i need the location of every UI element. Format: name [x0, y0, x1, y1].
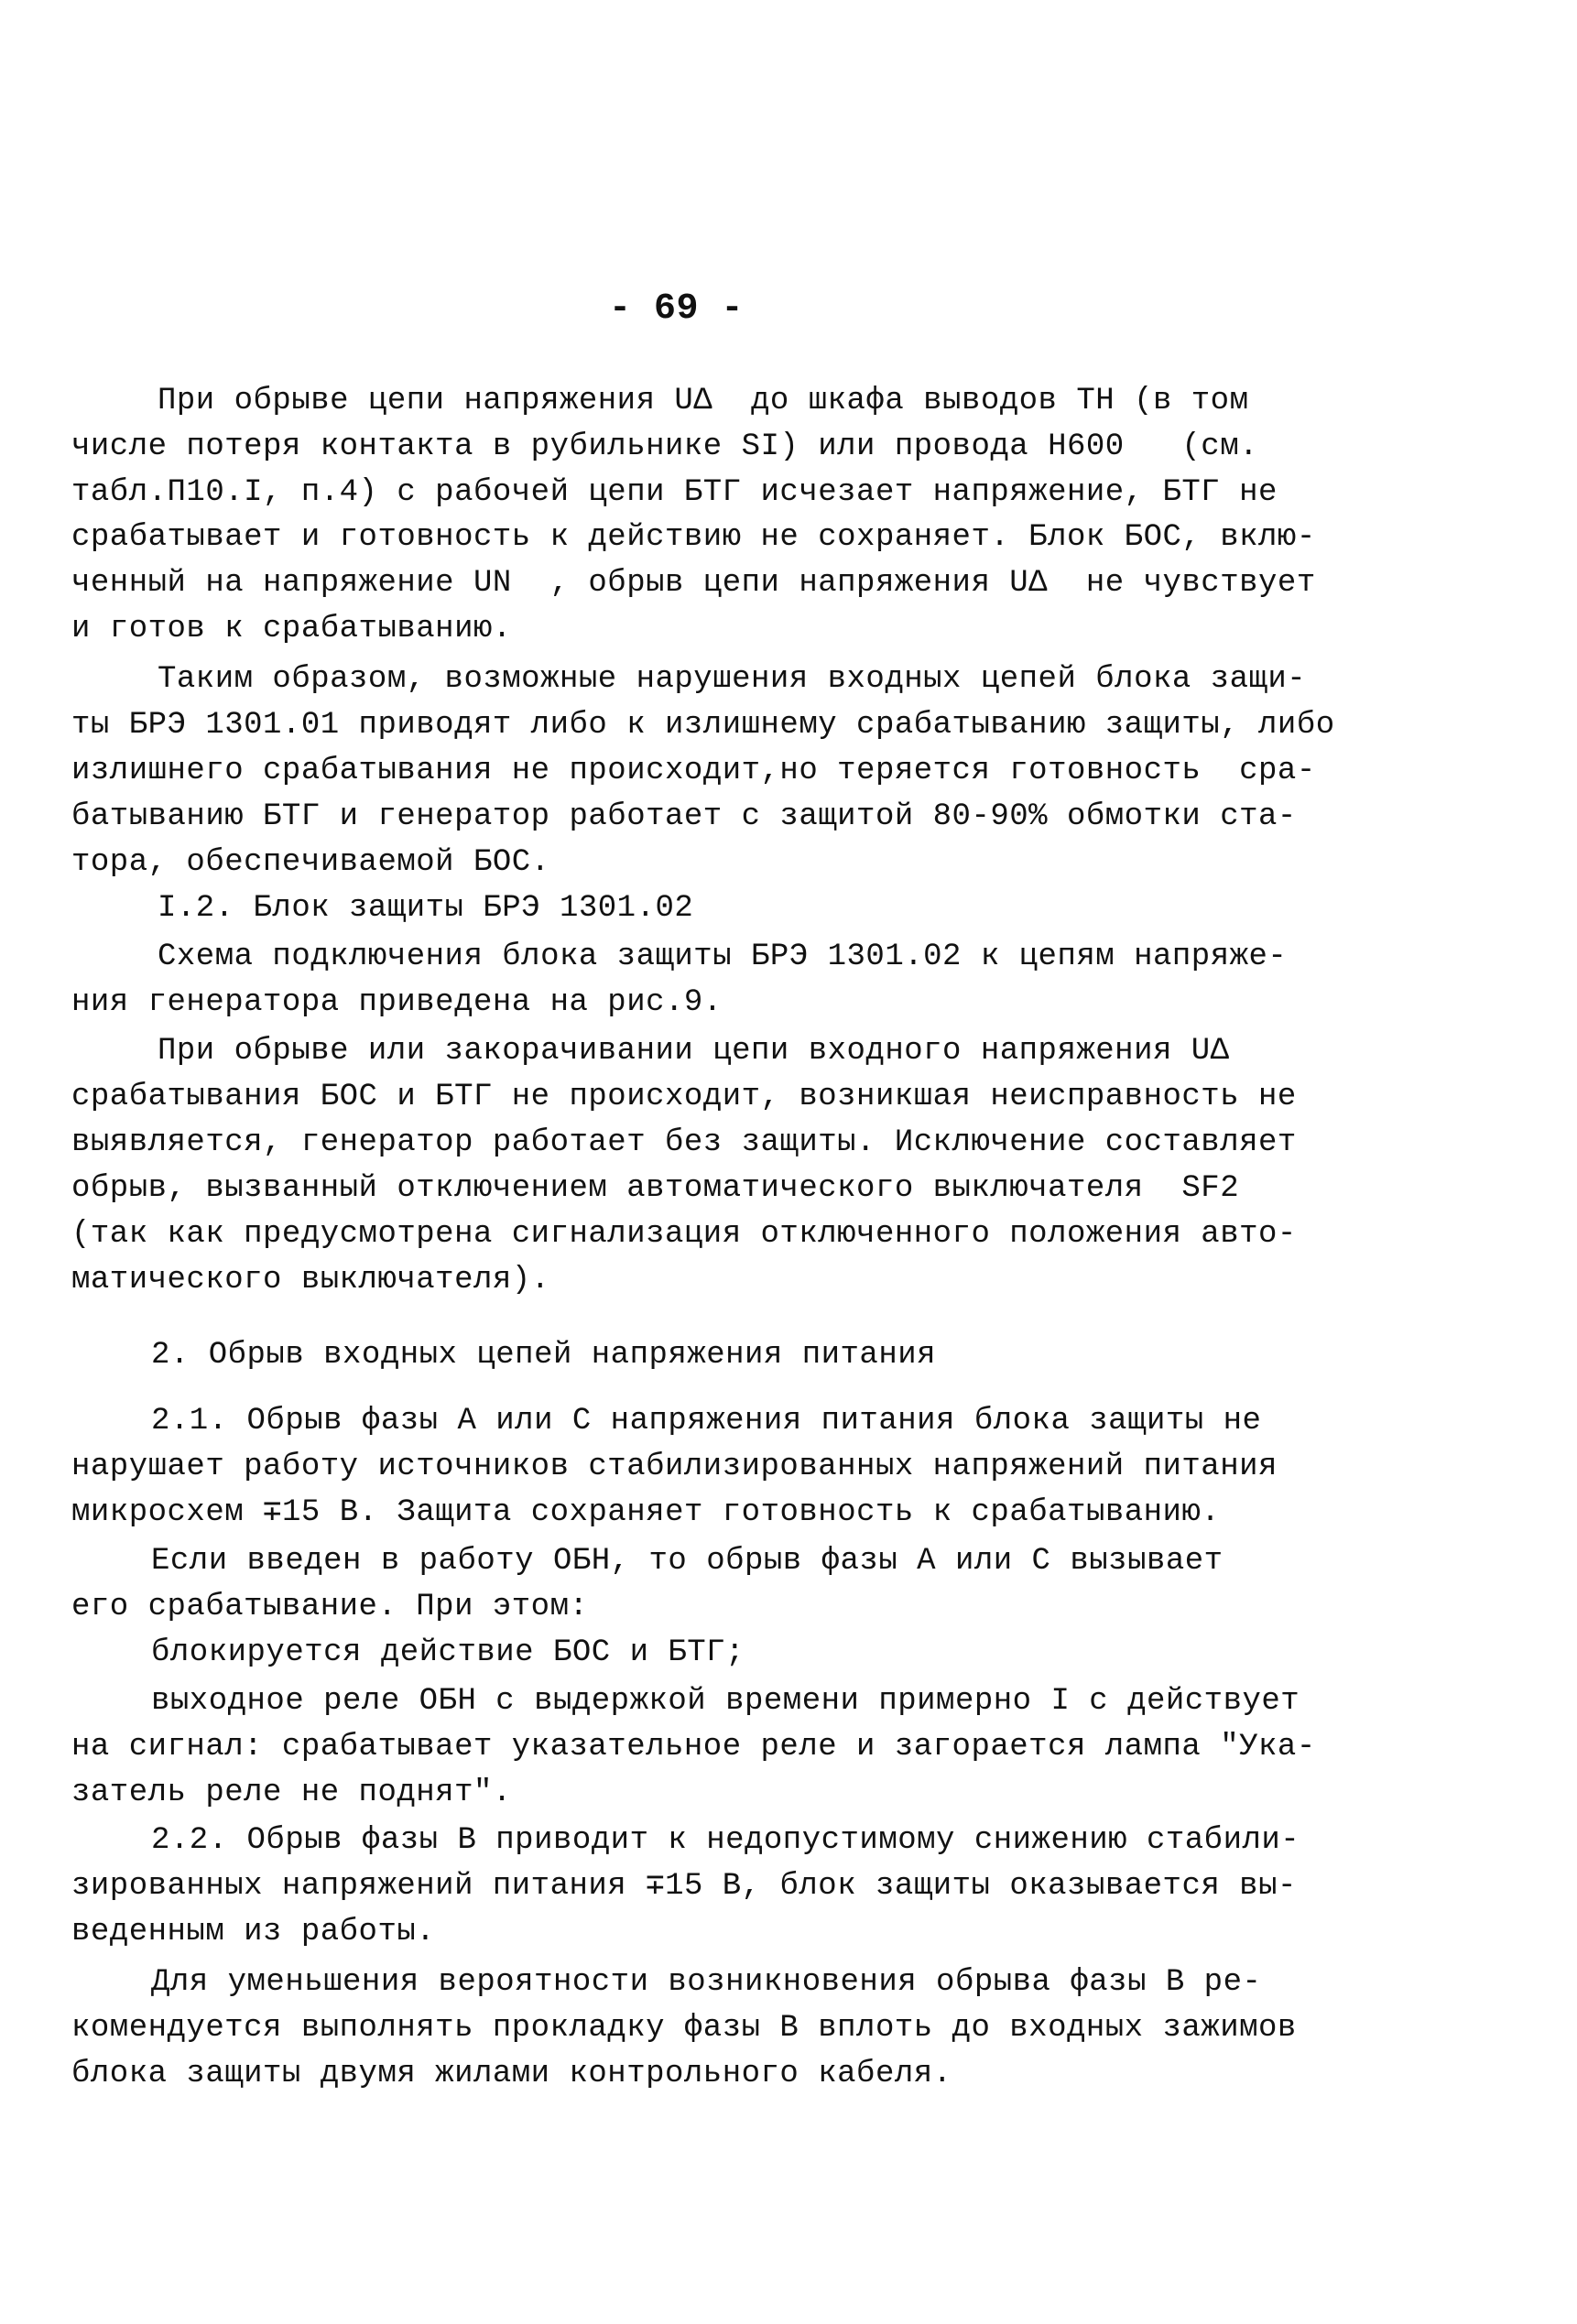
text-line: ченный на напряжение UN , обрыв цепи напряжения UΔ не чувствует: [71, 566, 1316, 601]
text-line: и готов к срабатыванию.: [71, 612, 512, 646]
text-line: При обрыве цепи напряжения UΔ до шкафа выводов ТН (в том: [158, 384, 1249, 418]
section-heading: I.2. Блок защиты БРЭ 1301.02: [158, 891, 694, 926]
text-line: 2.2. Обрыв фазы В приводит к недопустимому снижению стабили-: [151, 1823, 1300, 1858]
page-number: - 69 -: [609, 288, 745, 330]
text-line: обрыв, вызванный отключением автоматического выключателя SF2: [71, 1171, 1240, 1206]
text-line: нарушает работу источников стабилизированных напряжений питания: [71, 1450, 1278, 1484]
text-line: (так как предусмотрена сигнализация отключенного положения авто-: [71, 1217, 1297, 1252]
text-line: При обрыве или закорачивании цепи входного напряжения UΔ: [158, 1034, 1230, 1069]
text-line: комендуется выполнять прокладку фазы В вплоть до входных зажимов: [71, 2011, 1297, 2046]
text-line: Если введен в работу ОБН, то обрыв фазы А или С вызывает: [151, 1544, 1224, 1579]
text-line: блокируется действие БОС и БТГ;: [151, 1635, 745, 1670]
text-line: на сигнал: срабатывает указательное реле и загорается лампа "Ука-: [71, 1730, 1316, 1765]
text-line: ты БРЭ 1301.01 приводят либо к излишнему срабатыванию защиты, либо: [71, 708, 1335, 743]
text-line: матического выключателя).: [71, 1263, 550, 1298]
section-heading: 2. Обрыв входных цепей напряжения питания: [151, 1338, 937, 1373]
text-line: выходное реле ОБН с выдержкой времени примерно I с действует: [151, 1684, 1300, 1719]
text-line: выявляется, генератор работает без защиты. Исключение составляет: [71, 1125, 1297, 1160]
text-line: Для уменьшения вероятности возникновения обрыва фазы В ре-: [151, 1965, 1262, 2000]
text-line: 2.1. Обрыв фазы А или С напряжения питания блока защиты не: [151, 1404, 1262, 1439]
text-line: тора, обеспечиваемой БОС.: [71, 845, 550, 880]
text-line: блока защиты двумя жилами контрольного кабеля.: [71, 2057, 952, 2091]
text-line: микросхем ∓15 В. Защита сохраняет готовность к срабатыванию.: [71, 1495, 1221, 1530]
text-line: числе потеря контакта в рубильнике SI) или провода Н600 (см.: [71, 429, 1259, 464]
text-line: Таким образом, возможные нарушения входных цепей блока защи-: [158, 662, 1307, 697]
text-line: затель реле не поднят".: [71, 1776, 512, 1810]
text-line: срабатывает и готовность к действию не сохраняет. Блок БОС, вклю-: [71, 520, 1316, 555]
text-line: батыванию БТГ и генератор работает с защитой 80-90% обмотки ста-: [71, 799, 1297, 834]
text-line: ния генератора приведена на рис.9.: [71, 985, 723, 1020]
text-line: излишнего срабатывания не происходит,но теряется готовность сра-: [71, 754, 1316, 788]
text-line: срабатывания БОС и БТГ не происходит, возникшая неисправность не: [71, 1080, 1297, 1114]
text-line: Схема подключения блока защиты БРЭ 1301.02 к цепям напряже-: [158, 939, 1288, 974]
text-line: его срабатывание. При этом:: [71, 1590, 589, 1624]
text-line: веденным из работы.: [71, 1915, 436, 1949]
text-line: табл.П10.I, п.4) с рабочей цепи БТГ исчезает напряжение, БТГ не: [71, 475, 1278, 510]
text-line: зированных напряжений питания ∓15 В, блок защиты оказывается вы-: [71, 1869, 1297, 1904]
